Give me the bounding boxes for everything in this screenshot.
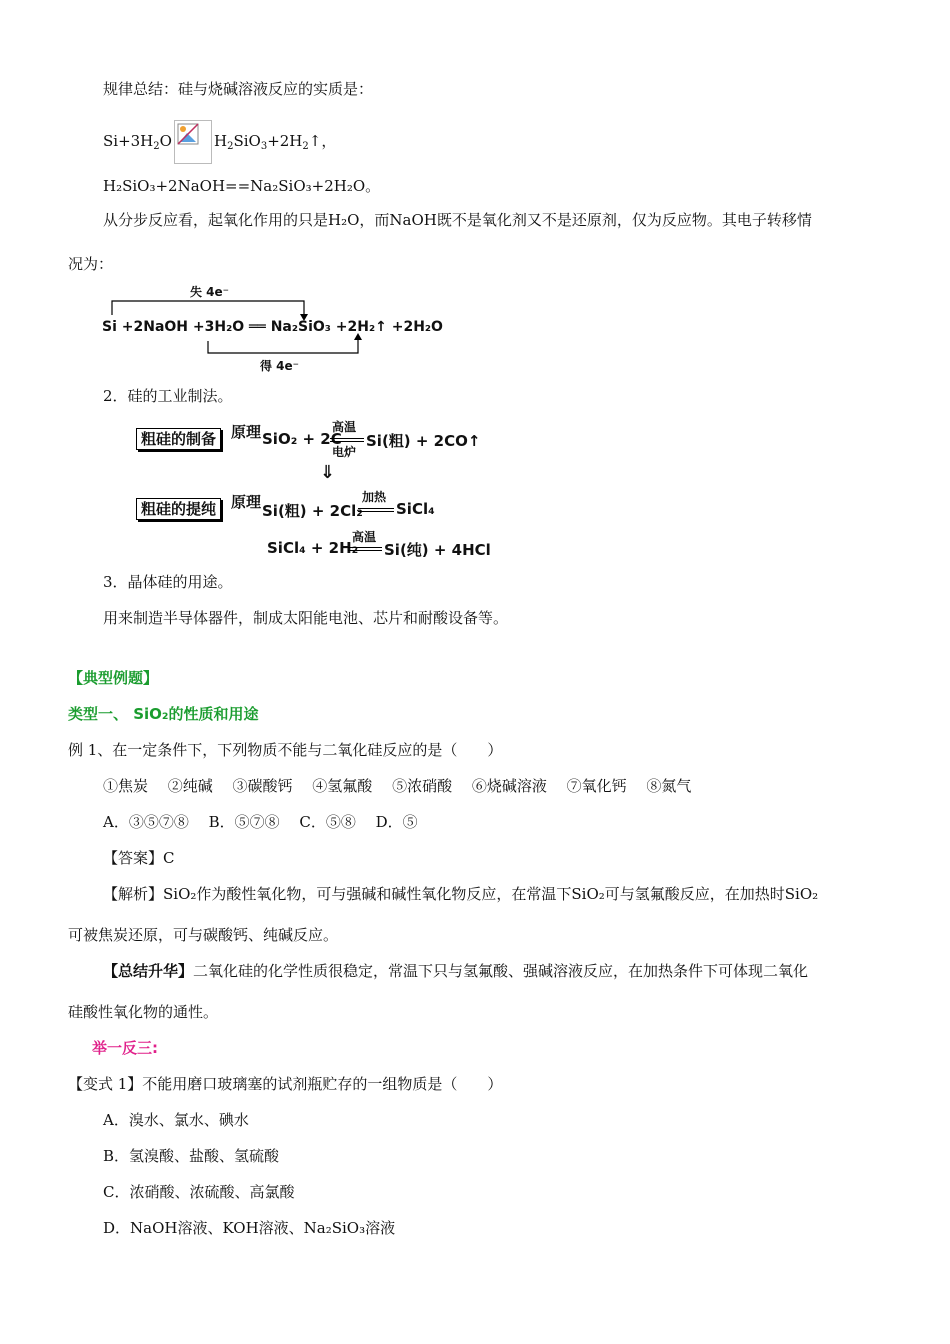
equation-crude-right: Si(粗) + 2CO↑ — [366, 432, 481, 450]
example-1-answer: 【答案】C — [103, 849, 175, 867]
equation-pure-left: SiCl₄ + 2H₂ — [267, 539, 359, 557]
equation-crude-condition-bottom: 电炉 — [332, 445, 357, 459]
variant-1-option-d: D．NaOH溶液、KOH溶液、Na₂SiO₃溶液 — [103, 1219, 396, 1237]
type-one-heading: 类型一、 SiO₂的性质和用途 — [68, 705, 259, 723]
broken-image-icon — [174, 120, 212, 164]
electron-gain-label: 得 4e⁻ — [260, 359, 300, 373]
crude-silicon-purify-box: 粗硅的提纯 — [136, 498, 221, 520]
example-1-analysis-line2: 可被焦炭还原，可与碳酸钙、纯碱反应。 — [68, 926, 339, 944]
usage-heading: 3．晶体硅的用途。 — [103, 573, 233, 591]
example-1-options: A．③⑤⑦⑧ B．⑤⑦⑧ C．⑤⑧ D．⑤ — [103, 813, 418, 831]
summary-text: 二氧化硅的化学性质很稳定，常温下只与氢氟酸、强碱溶液反应，在加热条件下可体现二氧化 — [193, 962, 809, 980]
example-1-question: 例 1、在一定条件下，下列物质不能与二氧化硅反应的是（ ） — [68, 741, 503, 759]
crude-silicon-prep-box: 粗硅的制备 — [136, 428, 221, 450]
principle-label-2: 原理 — [231, 493, 262, 511]
equation-crude-arrow — [330, 438, 364, 442]
variant-1-option-c: C．浓硝酸、浓硫酸、高氯酸 — [103, 1183, 295, 1201]
equation-purify-condition: 加热 — [362, 490, 387, 504]
paragraph-oxidation-line2: 况为： — [68, 255, 114, 273]
electron-loss-label: 失 4e⁻ — [190, 285, 230, 299]
equation-purify-right: SiCl₄ — [396, 500, 435, 518]
down-arrow: ⇓ — [320, 462, 336, 483]
usage-text: 用来制造半导体器件，制成太阳能电池、芯片和耐酸设备等。 — [103, 609, 509, 627]
equation-pure-condition: 高温 — [352, 530, 377, 544]
section-typical-examples: 【典型例题】 — [68, 669, 159, 687]
example-1-items: ①焦炭 ②纯碱 ③碳酸钙 ④氢氟酸 ⑤浓硝酸 ⑥烧碱溶液 ⑦氧化钙 ⑧氮气 — [103, 777, 692, 795]
summary-label: 【总结升华】 — [103, 962, 194, 980]
equation-pure-right: Si(纯) + 4HCl — [384, 541, 491, 559]
example-1-summary-line1 — [103, 961, 808, 981]
equation-purify-arrow — [358, 508, 394, 512]
electron-transfer-equation: Si +2NaOH +3H₂O ══ Na₂SiO₃ +2H₂↑ +2H₂O — [102, 319, 443, 335]
variant-1-question: 【变式 1】不能用磨口玻璃塞的试剂瓶贮存的一组物质是（ ） — [68, 1075, 503, 1093]
paragraph-oxidation-line1: 从分步反应看，起氧化作用的只是H₂O，而NaOH既不是氧化剂又不是还原剂，仅为反应物。其电子转移情 — [103, 211, 812, 229]
example-1-analysis-line1: 【解析】SiO₂作为酸性氧化物，可与强碱和碱性氧化物反应，在常温下SiO₂可与氢氟酸反应，在加热时SiO₂ — [103, 885, 819, 903]
rule-summary-text: 规律总结：硅与烧碱溶液反应的实质是： — [103, 80, 374, 98]
equation-h2sio3-naoh: H₂SiO₃+2NaOH==Na₂SiO₃+2H₂O。 — [103, 177, 381, 195]
electron-transfer-diagram — [100, 283, 460, 375]
equation-purify-left: Si(粗) + 2Cl₂ — [262, 502, 363, 520]
equation-pure-arrow — [348, 547, 382, 551]
industrial-heading: 2．硅的工业制法。 — [103, 387, 233, 405]
equation-si-water: $Si+3H_2O$ $H_2SiO_3+2H_2↑$， — [103, 120, 336, 164]
practice-heading: 举一反三: — [92, 1039, 158, 1057]
example-1-summary-line2: 硅酸性氧化物的通性。 — [68, 1003, 219, 1021]
equation-crude-condition-top: 高温 — [332, 420, 357, 434]
principle-label-1: 原理 — [231, 423, 262, 441]
variant-1-option-b: B．氢溴酸、盐酸、氢硫酸 — [103, 1147, 280, 1165]
variant-1-option-a: A．溴水、氯水、碘水 — [103, 1111, 249, 1129]
equation-crude-left: SiO₂ + 2C — [262, 430, 342, 448]
